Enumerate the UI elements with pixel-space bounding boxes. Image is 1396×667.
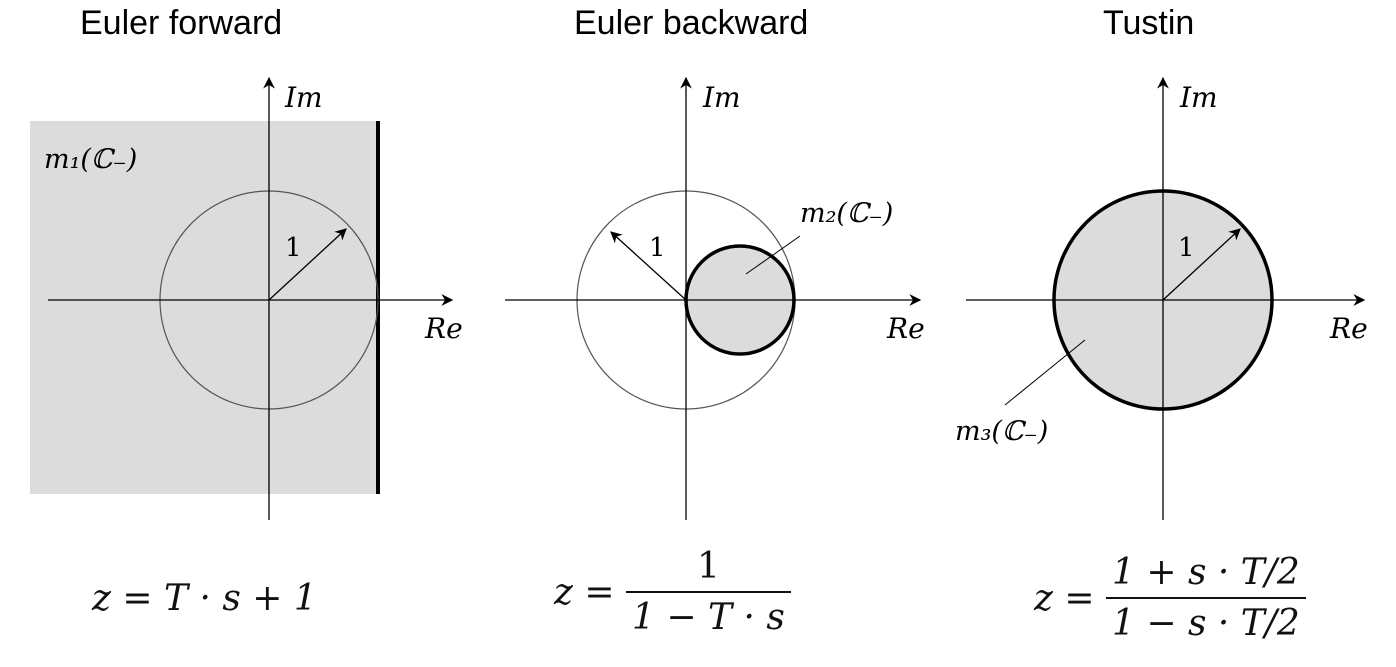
formula-fraction bbox=[1106, 552, 1306, 644]
region-pointer-line bbox=[1005, 340, 1085, 405]
formula-denominator: 1 − T · s bbox=[626, 591, 791, 638]
label-radius: 1 bbox=[649, 233, 666, 263]
label-re: Re bbox=[425, 312, 463, 345]
label-region-m1: m₁(ℂ₋) bbox=[44, 144, 138, 175]
label-radius: 1 bbox=[1178, 233, 1195, 263]
formula-euler-forward bbox=[92, 578, 317, 619]
formula-lhs: z = bbox=[554, 571, 615, 613]
formula-expr: T · s + 1 bbox=[164, 578, 317, 619]
formula-lhs: z = bbox=[1034, 577, 1095, 619]
formula-numerator: 1 bbox=[696, 546, 720, 587]
panel-euler-backward bbox=[505, 78, 925, 520]
panel-tustin bbox=[955, 78, 1368, 520]
panel-euler-forward bbox=[30, 78, 463, 520]
label-im: Im bbox=[703, 81, 741, 114]
formula-lhs: z = bbox=[92, 578, 153, 619]
title-euler-forward: Euler forward bbox=[80, 4, 283, 42]
region-m1-shaded bbox=[30, 121, 378, 494]
label-radius: 1 bbox=[285, 233, 302, 263]
label-re: Re bbox=[887, 312, 925, 345]
label-re: Re bbox=[1330, 312, 1368, 345]
label-region-m3: m₃(ℂ₋) bbox=[955, 416, 1049, 447]
title-euler-backward: Euler backward bbox=[574, 4, 809, 42]
formula-denominator: 1 − s · T/2 bbox=[1106, 597, 1306, 644]
label-im: Im bbox=[1180, 81, 1218, 114]
title-tustin: Tustin bbox=[1103, 4, 1195, 42]
formula-tustin bbox=[1034, 552, 1306, 644]
label-im: Im bbox=[285, 81, 323, 114]
label-region-m2: m₂(ℂ₋) bbox=[800, 198, 894, 229]
formula-fraction bbox=[626, 546, 791, 638]
formula-euler-backward bbox=[554, 546, 791, 638]
formula-numerator: 1 + s · T/2 bbox=[1112, 552, 1300, 593]
